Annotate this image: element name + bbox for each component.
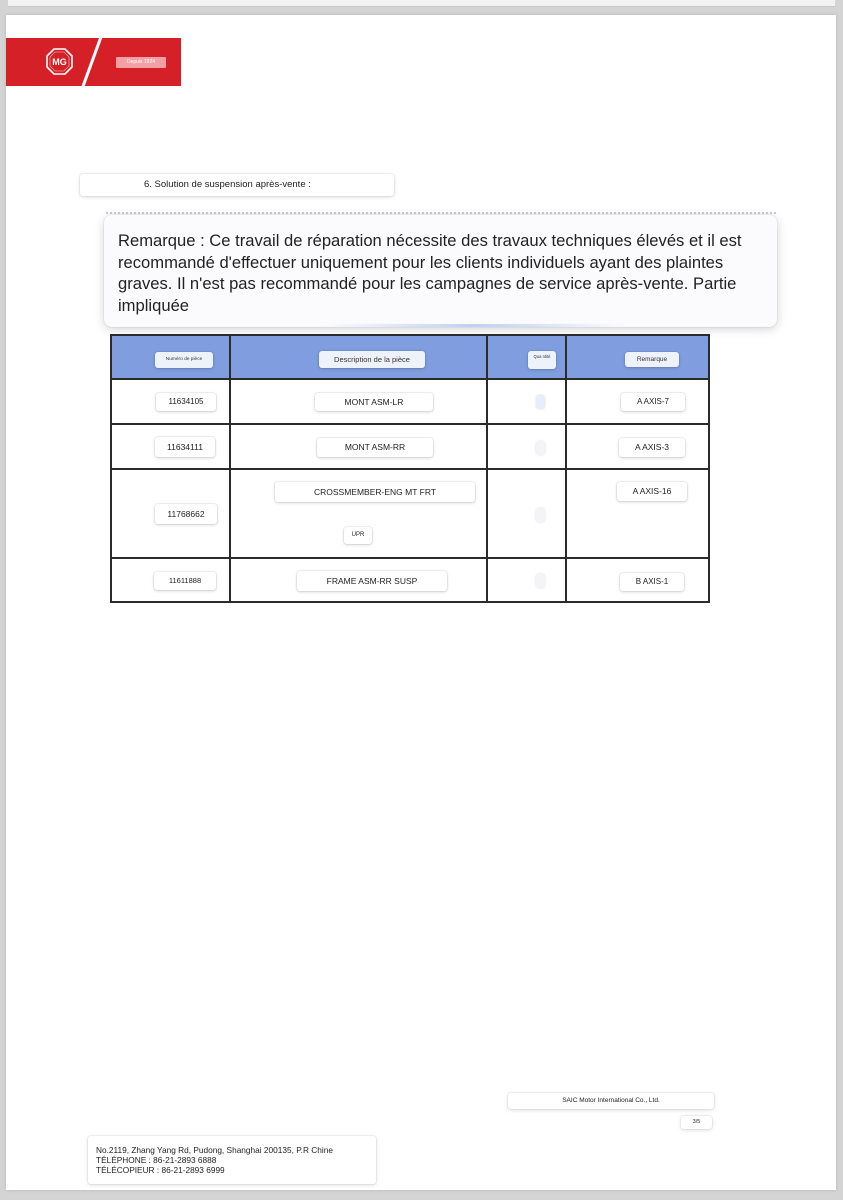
header-cell-description [229, 334, 488, 380]
header-quantity: Qua ntité [528, 351, 556, 369]
table-row-1-description-cell [229, 378, 488, 425]
remark-box [104, 215, 777, 327]
table-row-remark: A AXIS-3 [619, 438, 685, 457]
table-row-2-part-cell [110, 423, 231, 470]
table-row-quantity [536, 574, 545, 588]
table-row-description: MONT ASM-RR [317, 438, 433, 457]
table-row-2-description-cell [229, 423, 488, 470]
address-block [88, 1136, 376, 1184]
table-row-1-part-cell [110, 378, 231, 425]
table-row-4-part-cell [110, 557, 231, 603]
table-row-description: MONT ASM-LR [315, 393, 433, 411]
parts-table [110, 334, 710, 603]
remark-text: Remarque : Ce travail de réparation nécessite des travaux techniques élevés et il est recommandé d'effectuer uniquement pour les clients individuels ayant des plaintes graves. Il n'est pas recommandé pour les campagnes de service après-vente. Partie impliquée [118, 231, 742, 315]
table-row-description: CROSSMEMBER-ENG MT FRT [275, 482, 475, 502]
table-row-4-remark-cell [565, 557, 710, 603]
header-description: Description de la pièce [319, 351, 425, 368]
table-row-part-number: 11611888 [154, 572, 216, 590]
table-row-3-part-cell [110, 468, 231, 559]
company-name: SAIC Motor International Co., Ltd. [508, 1093, 714, 1109]
table-row-part-number: 11634111 [155, 437, 215, 457]
header-cell-remark [565, 334, 710, 380]
table-row-quantity [536, 508, 545, 522]
fax-line: TÉLÉCOPIEUR : 86-21-2893 6999 [96, 1165, 225, 1175]
table-row-description-continued: UPR [344, 527, 372, 544]
header-cell-quantity [486, 334, 567, 380]
table-row-3-remark-cell [565, 468, 710, 559]
document-page [6, 15, 836, 1190]
table-row-quantity [536, 441, 545, 455]
header-remark: Remarque [625, 352, 679, 367]
table-row-4-description-cell [229, 557, 488, 603]
section-title: 6. Solution de suspension après-vente : [80, 174, 394, 196]
brand-text: MG [52, 57, 67, 67]
table-row-2-remark-cell [565, 423, 710, 470]
table-row-remark: B AXIS-1 [620, 573, 684, 591]
previous-page-edge [8, 0, 835, 7]
mg-logo [46, 48, 73, 75]
header-part-number: Numéro de pièce [155, 352, 213, 368]
table-row-remark: A AXIS-16 [617, 482, 687, 501]
header-banner [6, 38, 181, 86]
header-cell-part-number [110, 334, 231, 380]
remark-glow [324, 324, 624, 327]
page-number: 3/5 [681, 1116, 712, 1129]
since-label: Depuis 1924 [116, 57, 166, 68]
table-row-3-description-cell [229, 468, 488, 559]
table-row-2-quantity-cell [486, 423, 567, 470]
table-row-3-quantity-cell [486, 468, 567, 559]
telephone-line: TÉLÉPHONE : 86-21-2893 6888 [96, 1155, 217, 1165]
table-row-1-quantity-cell [486, 378, 567, 425]
table-row-4-quantity-cell [486, 557, 567, 603]
table-row-part-number: 11768662 [155, 504, 217, 524]
table-row-description: FRAME ASM-RR SUSP [297, 571, 447, 591]
table-row-remark: A AXIS-7 [621, 393, 685, 411]
table-row-quantity [536, 395, 545, 409]
banner-divider [79, 38, 103, 86]
table-row-1-remark-cell [565, 378, 710, 425]
table-row-part-number: 11634105 [156, 393, 216, 411]
address-line: No.2119, Zhang Yang Rd, Pudong, Shanghai 200135, P.R Chine [96, 1145, 333, 1155]
